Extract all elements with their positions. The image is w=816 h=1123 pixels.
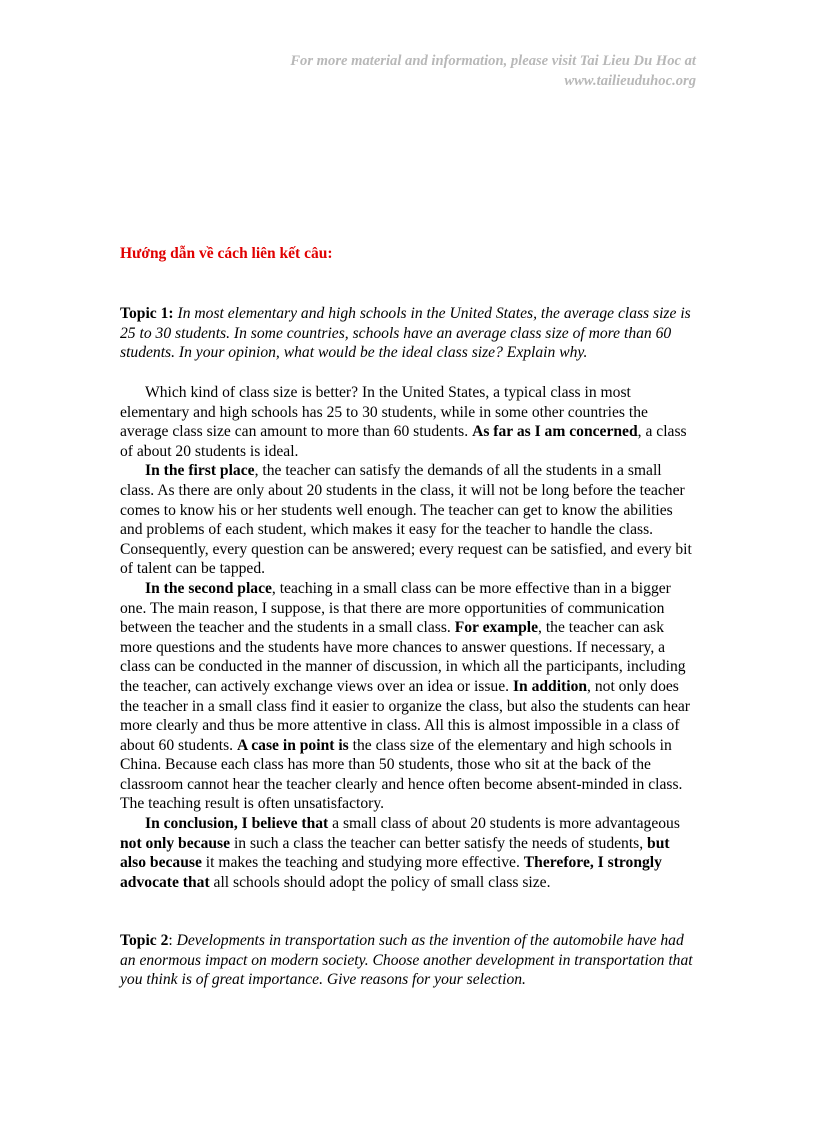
topic-1-label: Topic 1:: [120, 305, 174, 322]
essay: [120, 383, 696, 892]
topic-1-prompt: In most elementary and high schools in the United States, the average class size is 25 to 30 students. In some countries, schools have an average class size of more than 60 students. In your opinion, what would be the ideal class size? Explain why.: [120, 305, 691, 362]
header-url: www.tailieuduhoc.org: [564, 73, 696, 89]
header-line-1: For more material and information, please visit Tai Lieu Du Hoc at: [290, 53, 696, 69]
section-heading: Hướng dẫn về cách liên kết câu:: [120, 245, 333, 262]
topic-2-prompt: Developments in transportation such as the invention of the automobile have had an enormous impact on modern society. Choose another development in transportation that you think is of great importance. Give reasons for your selection.: [120, 932, 693, 989]
essay-paragraph-1: Which kind of class size is better? In the United States, a typical class in most elementary and high schools has 25 to 30 students, while in some other countries the average class size can amount to more than 60 students. As far as I am concerned, a class of about 20 students is ideal.: [120, 384, 687, 460]
topic-2: Topic 2: Developments in transportation such as the invention of the automobile have had an enormous impact on modern society. Choose another development in transportation that you think is of great importance. Give reasons for your selection.: [120, 932, 693, 989]
essay-paragraph-2: In the first place, the teacher can satisfy the demands of all the students in a small class. As there are only about 20 students in the class, it will not be long before the teacher comes to know his or her students well enough. The teacher can get to know the abilities and problems of each student, which makes it easy for the teacher to handle the class. Consequently, every question can be answered; every request can be satisfied, and every bit of talent can be tapped.: [120, 462, 692, 578]
topic-2-label: Topic 2: [120, 932, 169, 949]
page-header: [290, 51, 696, 91]
topic-1: [120, 304, 696, 363]
essay-paragraph-4: In conclusion, I believe that a small class of about 20 students is more advantageous not only because in such a class the teacher can better satisfy the needs of students, but also because it makes the teaching and studying more effective. Therefore, I strongly advocate that all schools should adopt the policy of small class size.: [120, 815, 680, 891]
essay-paragraph-3: In the second place, teaching in a small class can be more effective than in a bigger one. The main reason, I suppose, is that there are more opportunities of communication between the teacher and the students in a small class. For example, the teacher can ask more questions and the students have more chances to answer questions. If necessary, a class can be conducted in the manner of discussion, in which all the participants, including the teacher, can actively exchange views over an idea or issue. In addition, not only does the teacher in a small class find it easier to organize the class, but also the students can hear more clearly and thus be more attentive in class. All this is almost impossible in a class of about 60 students. A case in point is the class size of the elementary and high schools in China. Because each class has more than 50 students, those who sit at the back of the classroom cannot hear the teacher clearly and hence often become absent-minded in class. The teaching result is often unsatisfactory.: [120, 579, 690, 813]
